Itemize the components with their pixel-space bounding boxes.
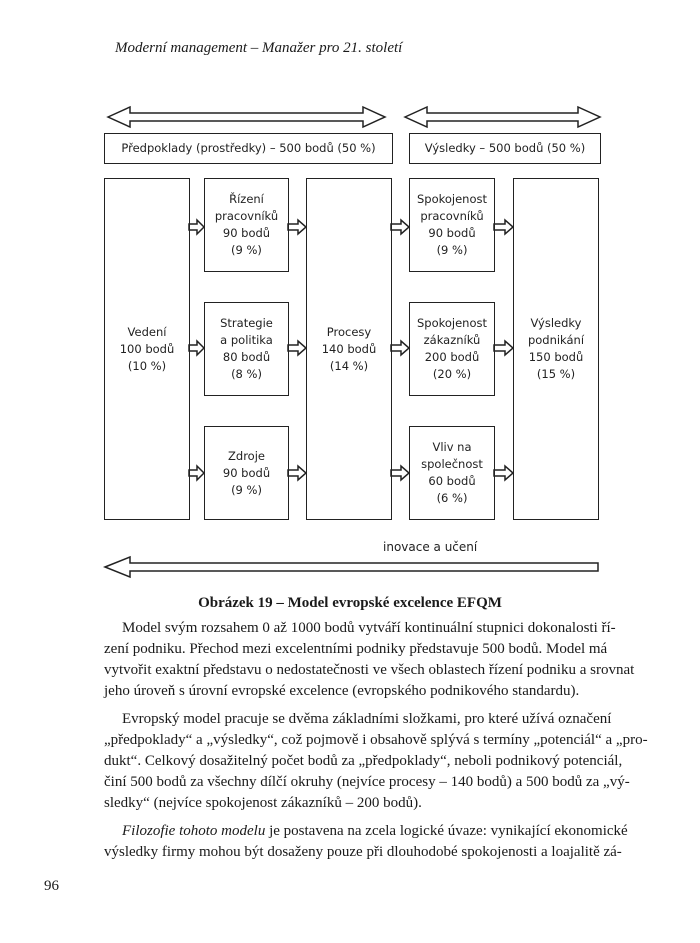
- results-header: Výsledky – 500 bodů (50 %): [409, 133, 601, 164]
- page-number: 96: [44, 878, 59, 894]
- figure-caption: Obrázek 19 – Model evropské excelence EFQM: [198, 595, 502, 611]
- text-line: dukt“. Celkový dosažitelný počet bodů za „předpoklady“, neboli podnikový potenciál,: [104, 753, 623, 769]
- box-procesy: Procesy 140 bodů (14 %): [306, 178, 392, 520]
- enablers-header: Předpoklady (prostředky) – 500 bodů (50 %): [104, 133, 393, 164]
- text-line: Evropský model pracuje se dvěma základními složkami, pro které užívá označení: [122, 711, 612, 727]
- double-arrow-right-icon: [405, 107, 600, 127]
- text-line: vytvořit exaktní představu o nedostatečnosti ve všech oblastech řízení podniku a srovnat: [104, 662, 635, 678]
- feedback-arrow-icon: [105, 557, 598, 577]
- box-strategie: Strategie a politika 80 bodů (8 %): [204, 302, 289, 396]
- text-line: jeho úroveň s úrovní evropské excelence (evropského podnikového standardu).: [104, 683, 580, 699]
- text-line: činí 500 bodů za všechny dílčí okruhy (nejvíce procesy – 140 bodů) a 500 bodů za „vý-: [104, 774, 630, 790]
- text-line: výsledky firmy mohou být dosaženy pouze při dlouhodobé spokojenosti a loajalitě zá-: [104, 844, 622, 860]
- box-spokojenost-zakazniku: Spokojenost zákazníků 200 bodů (20 %): [409, 302, 495, 396]
- box-vedeni: Vedení 100 bodů (10 %): [104, 178, 190, 520]
- text-line: sledky“ (nejvíce spokojenost zákazníků – 200 bodů).: [104, 795, 422, 811]
- box-spokojenost-pracovniku: Spokojenost pracovníků 90 bodů (9 %): [409, 178, 495, 272]
- text-line: [122, 823, 628, 840]
- emphasis: Filozofie tohoto modelu: [122, 823, 266, 839]
- double-arrow-left-icon: [108, 107, 385, 127]
- text-line: Model svým rozsahem 0 až 1000 bodů vytváří kontinuální stupnici dokonalosti ří-: [122, 620, 616, 636]
- text-line: zení podniku. Přechod mezi excelentními podniky představuje 500 bodů. Model má: [104, 641, 608, 657]
- text-line: „předpoklady“ a „výsledky“, což pojmově i obsahově splývá s termíny „potenciál“ a „pro-: [104, 732, 648, 748]
- innovation-label: inovace a učení: [383, 540, 478, 554]
- box-rizeni-pracovniku: Řízení pracovníků 90 bodů (9 %): [204, 178, 289, 272]
- box-vliv-na-spolecnost: Vliv na společnost 60 bodů (6 %): [409, 426, 495, 520]
- running-header: Moderní management – Manažer pro 21. století: [115, 40, 403, 56]
- box-vysledky-podnikani: Výsledky podnikání 150 bodů (15 %): [513, 178, 599, 520]
- text: je postavena na zcela logické úvaze: vynikající ekonomické: [265, 823, 628, 839]
- box-zdroje: Zdroje 90 bodů (9 %): [204, 426, 289, 520]
